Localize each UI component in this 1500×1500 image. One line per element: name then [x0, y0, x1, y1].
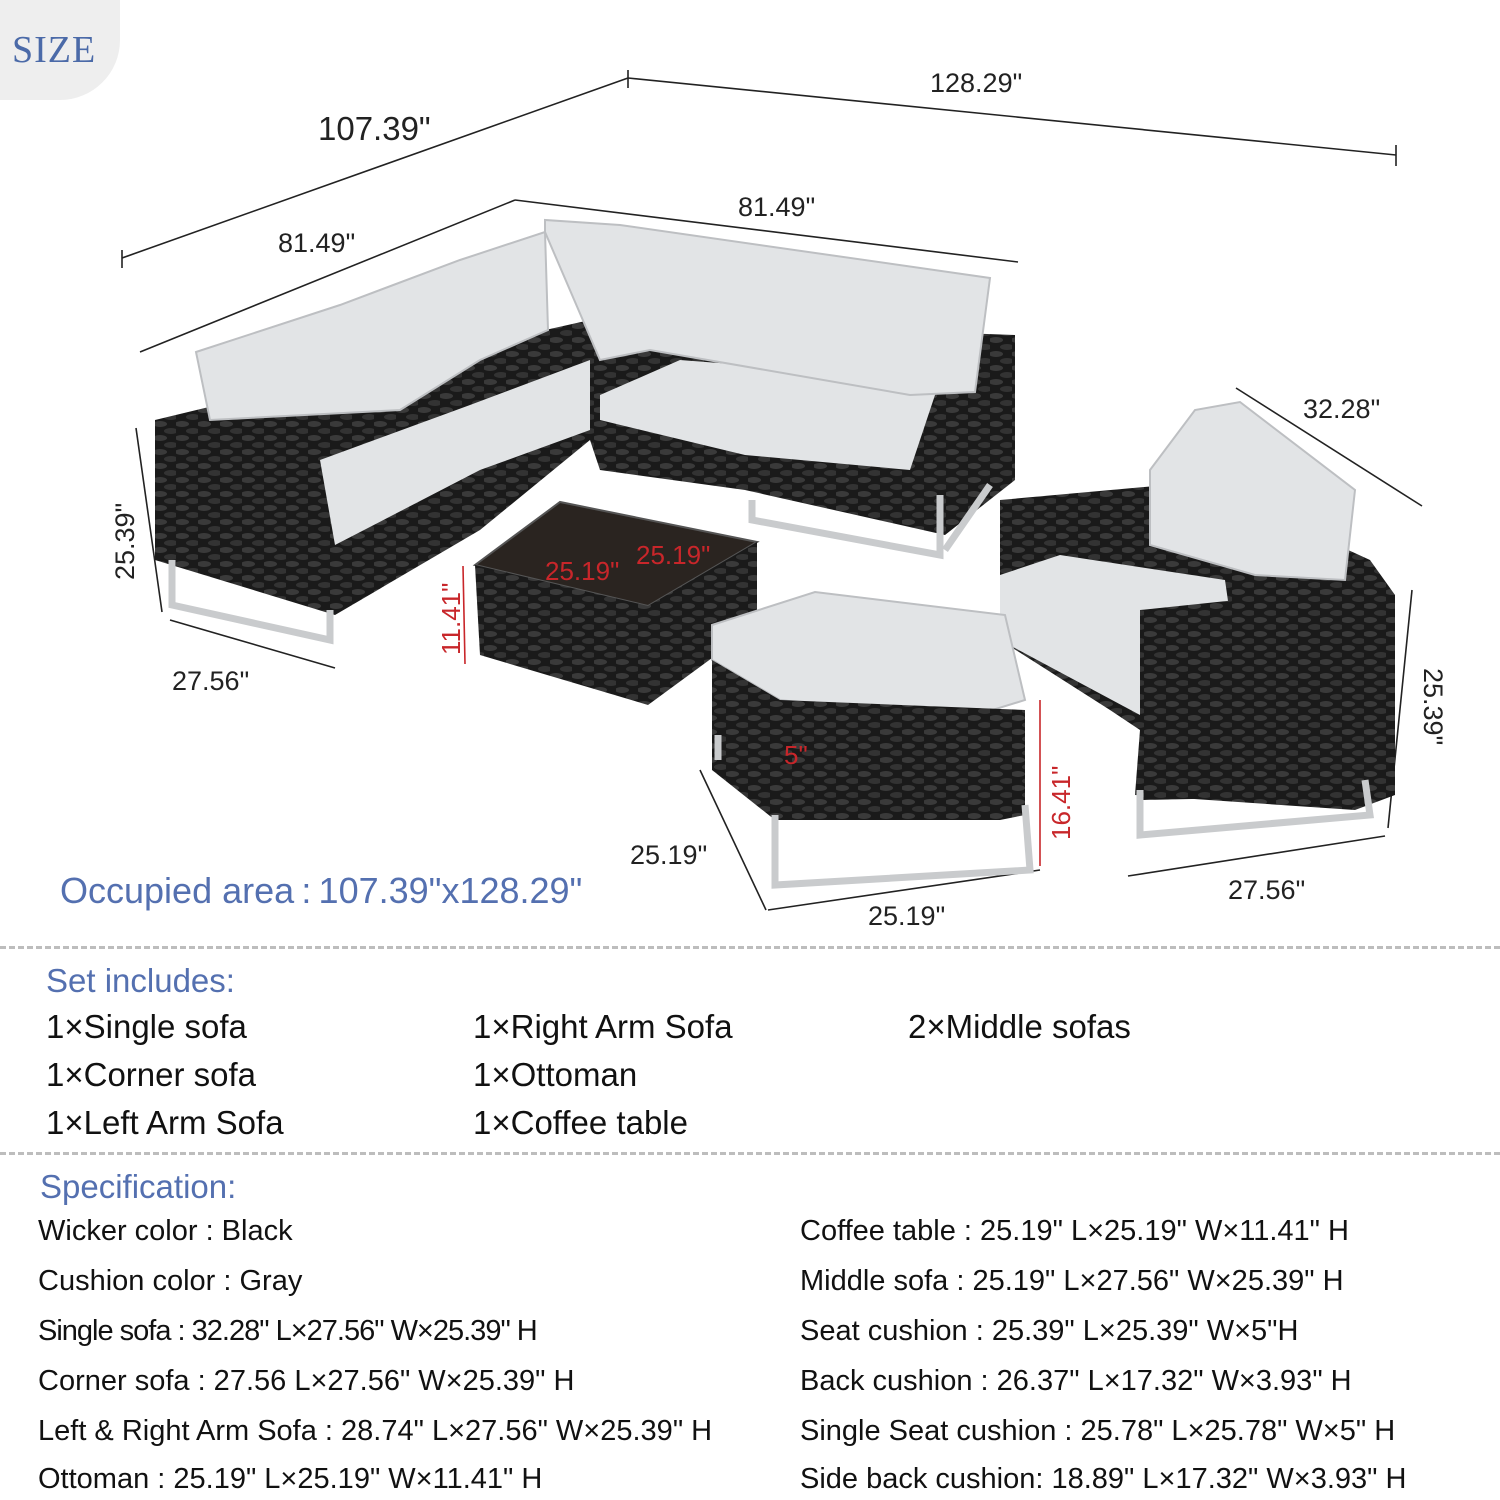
dim-left-height: 25.39": [110, 502, 140, 580]
dim-table-top-a: 25.19": [545, 556, 620, 586]
dim-ottoman-side: 25.19": [630, 840, 708, 870]
specification-title: Specification:: [40, 1168, 237, 1205]
spec-line: Ottoman : 25.19" L×25.19" W×11.41" H: [38, 1463, 543, 1495]
dim-total-width: 128.29": [930, 68, 1023, 98]
set-includes-title: Set includes:: [46, 962, 235, 999]
dim-left-depth: 27.56": [172, 666, 250, 696]
dim-single-sofa-depth: 32.28": [1303, 394, 1381, 424]
include-item: 1×Right Arm Sofa: [473, 1008, 733, 1045]
spec-line: Back cushion : 26.37" L×17.32" W×3.93" H: [800, 1365, 1352, 1397]
include-item: 1×Single sofa: [46, 1008, 247, 1045]
occupied-area: Occupied area : 107.39"x128.29": [60, 870, 583, 911]
include-item: 1×Ottoman: [473, 1056, 638, 1093]
spec-line: Side back cushion: 18.89" L×17.32" W×3.93" H: [800, 1463, 1407, 1495]
dim-table-top-b: 25.19": [636, 540, 711, 570]
dim-single-sofa-width: 27.56": [1228, 875, 1306, 905]
spec-line: Seat cushion : 25.39" L×25.39" W×5"H: [800, 1315, 1299, 1347]
ottoman: [712, 592, 1030, 885]
dim-cushion-thickness: 5": [784, 740, 808, 770]
spec-line: Cushion color : Gray: [38, 1265, 303, 1297]
spec-line: Coffee table : 25.19" L×25.19" W×11.41" H: [800, 1215, 1349, 1247]
include-item: 1×Coffee table: [473, 1104, 688, 1141]
spec-line: Single Seat cushion : 25.78" L×25.78" W×5" H: [800, 1415, 1396, 1447]
size-badge-label: SIZE: [12, 29, 97, 71]
spec-line: Left & Right Arm Sofa : 28.74" L×27.56" W×25.39" H: [38, 1415, 713, 1447]
spec-line: Single sofa : 32.28" L×27.56" W×25.39" H: [38, 1315, 537, 1347]
dim-left-run: 81.49": [278, 228, 356, 258]
include-item: 2×Middle sofas: [908, 1008, 1131, 1045]
spec-line: Wicker color : Black: [38, 1215, 293, 1247]
dim-right-run: 81.49": [738, 192, 816, 222]
dim-ottoman-height: 16.41": [1046, 765, 1076, 840]
divider-top: [0, 946, 1500, 949]
dim-single-sofa-height: 25.39": [1418, 668, 1448, 746]
spec-line: Middle sofa : 25.19" L×27.56" W×25.39" H: [800, 1265, 1344, 1297]
include-item: 1×Left Arm Sofa: [46, 1104, 284, 1141]
include-item: 1×Corner sofa: [46, 1056, 257, 1093]
sectional-right-run: [545, 220, 1015, 555]
divider-bottom: [0, 1152, 1500, 1155]
dim-table-height: 11.41": [436, 582, 466, 655]
spec-line: Corner sofa : 27.56 L×27.56" W×25.39" H: [38, 1365, 575, 1397]
dim-ottoman-front: 25.19": [868, 901, 946, 931]
dim-total-depth: 107.39": [318, 110, 431, 147]
